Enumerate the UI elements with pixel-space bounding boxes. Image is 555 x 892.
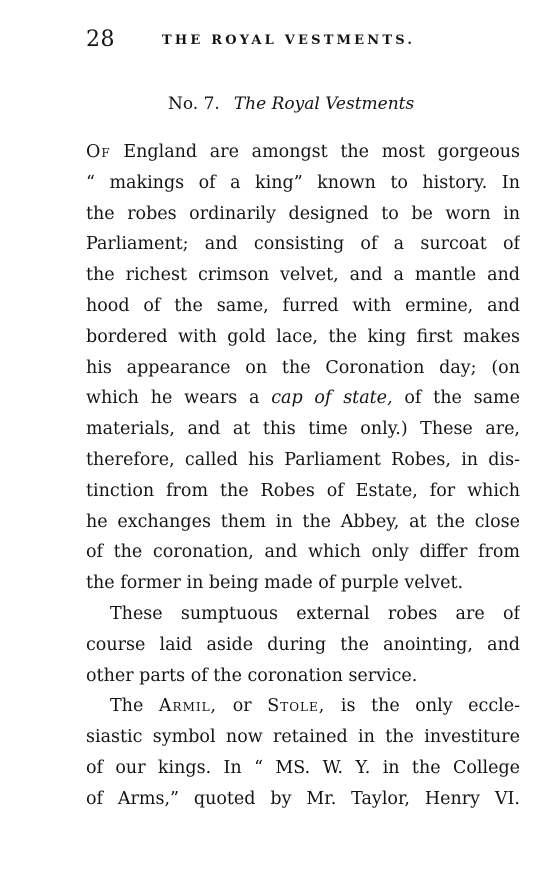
text-line: hood of the same, furred with ermine, and [86,295,520,316]
text-segment: is the only eccle- [325,696,520,717]
text-line [86,691,520,722]
running-head-title: THE ROYAL VESTMENTS. [162,33,416,48]
text-segment: England are amongst the most gorgeous [110,142,520,162]
text-line: “ makings of a king” known to history. In [86,172,520,193]
section-title: The Royal Vestments [233,94,415,114]
italic-phrase: cap of state, [271,388,393,409]
text-line [86,383,520,414]
section-heading [168,93,414,115]
small-caps-term: Stole, [267,696,326,717]
text-line: other parts of the coronation service. [86,665,418,686]
text-line: of our kings. In “ MS. W. Y. in the College [86,757,520,778]
text-line: materials, and at this time only.) These are, [86,419,520,440]
text-line: the richest crimson velvet, and a mantle and [86,265,520,286]
small-caps-term: Armil, [158,696,218,717]
text-line: therefore, called his Parliament Robes, in dis- [86,449,520,470]
text-segment: or [217,696,268,717]
opening-small-caps: Of [86,142,111,162]
text-line [86,137,520,168]
text-segment: which he wears a [86,388,272,409]
running-head [86,26,526,56]
text-line: the former in being made of purple velvet. [86,573,464,594]
text-line: course laid aside during the anointing, and [86,634,520,655]
text-line: siastic symbol now retained in the investiture [86,727,520,748]
text-line: he exchanges them in the Abbey, at the close [86,511,520,532]
text-line: the robes ordinarily designed to be worn in [86,203,520,224]
text-segment: The [110,696,159,717]
text-line: These sumptuous external robes are of [110,603,520,624]
body-text [86,137,520,815]
text-segment: of the same [392,388,520,409]
text-line: his appearance on the Coronation day; (on [86,357,520,378]
text-line: of Arms,” quoted by Mr. Taylor, Henry VI. [86,788,520,809]
page-number: 28 [86,27,115,52]
text-line: tinction from the Robes of Estate, for which [86,480,520,501]
text-line: Parliament; and consisting of a surcoat of [86,234,520,255]
text-line: of the coronation, and which only differ from [86,542,520,563]
text-line: bordered with gold lace, the king first makes [86,326,520,347]
section-number: No. 7. [168,94,220,114]
